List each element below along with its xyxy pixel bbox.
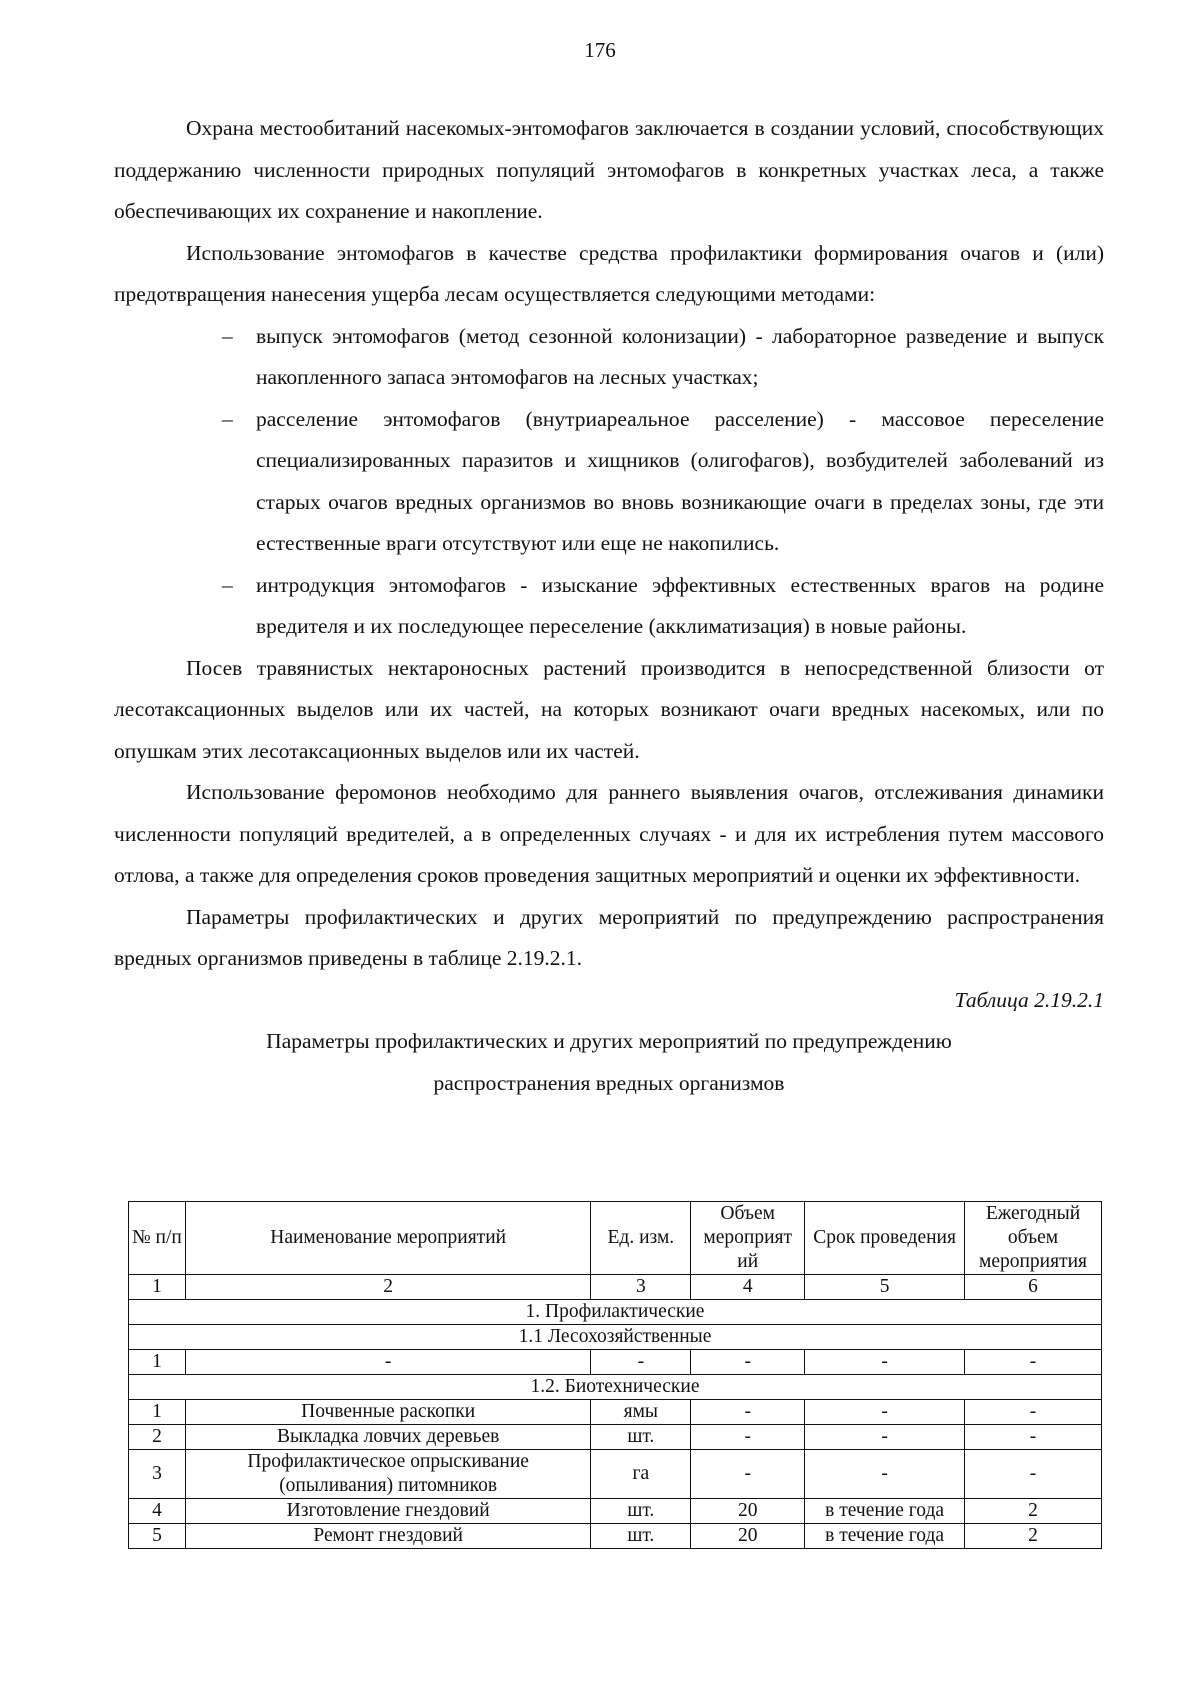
table-cell: -	[185, 1350, 591, 1375]
section-row	[129, 1375, 1102, 1400]
table-cell: -	[805, 1450, 965, 1499]
paragraph: Посев травянистых нектароносных растений производится в непосредственной близости от лесотаксационных выделов или их частей, на которых возникают очаги вредных насекомых, или по опушкам этих лесотаксационных выделов или их частей.	[114, 655, 1104, 763]
page-number: 176	[584, 38, 616, 62]
table-cell: га	[591, 1450, 691, 1499]
section-row	[129, 1325, 1102, 1350]
table-cell: -	[805, 1400, 965, 1425]
table-label: Таблица 2.19.2.1	[954, 987, 1104, 1012]
table-cell: 20	[691, 1499, 805, 1524]
paragraph: Параметры профилактических и других мероприятий по предупреждению распространения вредных организмов приведены в таблице 2.19.2.1.	[114, 904, 1104, 970]
table-cell: 2	[965, 1499, 1102, 1524]
table-row	[129, 1450, 1102, 1499]
table-cell: 2	[185, 1275, 591, 1300]
header-term: Срок проведения	[805, 1202, 965, 1275]
table-cell: 5	[805, 1275, 965, 1300]
section-heading: 1.1 Лесохозяйственные	[129, 1325, 1102, 1350]
paragraph: Использование феромонов необходимо для раннего выявления очагов, отслеживания динамики численности популяций вредителей, а в определенных случаях - и для их истребления путем массового отлова, а также для определения сроков проведения защитных мероприятий и оценки их эффективности.	[114, 780, 1104, 887]
table-cell: 1	[129, 1400, 186, 1425]
table-cell: Профилактическое опрыскивание (опыливания) питомников	[185, 1450, 591, 1499]
section-row	[129, 1300, 1102, 1325]
table-cell: 1	[129, 1275, 186, 1300]
table-cell: шт.	[591, 1499, 691, 1524]
paragraph: Охрана местообитаний насекомых-энтомофагов заключается в создании условий, способствующих поддержанию численности природных популяций энтомофагов в конкретных участках леса, а также обеспечивающих их сохранение и накопление.	[114, 116, 1104, 223]
table-cell: -	[805, 1425, 965, 1450]
dash-bullet: –	[222, 572, 233, 597]
section-heading: 1. Профилактические	[129, 1300, 1102, 1325]
table-cell: -	[691, 1350, 805, 1375]
table-cell: в течение года	[805, 1524, 965, 1549]
table-cell: 2	[129, 1425, 186, 1450]
method-text: расселение энтомофагов (внутриареальное расселение) - массовое переселение специализированных паразитов и хищников (олигофагов), возбудителей заболеваний из старых очагов вредных организмов во вновь возникающие очаги в пределах зоны, где эти естественные враги отсутствуют или еще не накопились.	[256, 406, 1104, 555]
table-cell: -	[965, 1425, 1102, 1450]
table-title: Параметры профилактических и других мероприятий по предупреждению	[266, 1029, 952, 1053]
section-heading: 1.2. Биотехнические	[129, 1375, 1102, 1400]
table-row	[129, 1350, 1102, 1375]
header-unit: Ед. изм.	[591, 1202, 691, 1275]
table-cell: Выкладка ловчих деревьев	[185, 1425, 591, 1450]
table-cell: -	[965, 1450, 1102, 1499]
table-cell: 2	[965, 1524, 1102, 1549]
table-cell: 4	[129, 1499, 186, 1524]
table-row	[129, 1425, 1102, 1450]
parameters-table	[128, 1201, 1102, 1549]
body-text	[114, 108, 1104, 1104]
table-cell: 3	[591, 1275, 691, 1300]
table-cell: 3	[129, 1450, 186, 1499]
table-cell: шт.	[591, 1524, 691, 1549]
dash-bullet: –	[222, 323, 233, 348]
table-cell: 6	[965, 1275, 1102, 1300]
table-row	[129, 1400, 1102, 1425]
table-cell: 20	[691, 1524, 805, 1549]
table-row	[129, 1524, 1102, 1549]
table-cell: ямы	[591, 1400, 691, 1425]
table-cell: -	[965, 1350, 1102, 1375]
header-volume: Объем мероприят ий	[691, 1202, 805, 1275]
table-cell: 1	[129, 1350, 186, 1375]
method-text: интродукция энтомофагов - изыскание эффективных естественных врагов на родине вредителя и их последующее переселение (акклиматизация) в новые районы.	[256, 572, 1104, 638]
table-cell: Изготовление гнездовий	[185, 1499, 591, 1524]
header-name: Наименование мероприятий	[185, 1202, 591, 1275]
table-cell: 4	[691, 1275, 805, 1300]
method-list-item	[114, 316, 1104, 399]
paragraph: Использование энтомофагов в качестве средства профилактики формирования очагов и (или) предотвращения нанесения ущерба лесам осуществляется следующими методами:	[114, 240, 1104, 306]
method-text: выпуск энтомофагов (метод сезонной колонизации) - лабораторное разведение и выпуск накопленного запаса энтомофагов на лесных участках;	[256, 323, 1104, 389]
table-cell: -	[691, 1400, 805, 1425]
table-cell: 5	[129, 1524, 186, 1549]
table-header-row	[129, 1202, 1102, 1275]
table-cell: -	[691, 1450, 805, 1499]
table-cell: -	[591, 1350, 691, 1375]
table-cell: шт.	[591, 1425, 691, 1450]
method-list-item	[114, 399, 1104, 565]
table-cell: Почвенные раскопки	[185, 1400, 591, 1425]
header-annual: Ежегодный объем мероприятия	[965, 1202, 1102, 1275]
method-list-item	[114, 565, 1104, 648]
dash-bullet: –	[222, 406, 233, 431]
column-number-row	[129, 1275, 1102, 1300]
table-cell: в течение года	[805, 1499, 965, 1524]
table-cell: -	[965, 1400, 1102, 1425]
table-cell: -	[691, 1425, 805, 1450]
table-title: распространения вредных организмов	[433, 1070, 785, 1095]
table-cell: Ремонт гнездовий	[185, 1524, 591, 1549]
header-num: № п/п	[129, 1202, 186, 1275]
table-cell: -	[805, 1350, 965, 1375]
table-row	[129, 1499, 1102, 1524]
